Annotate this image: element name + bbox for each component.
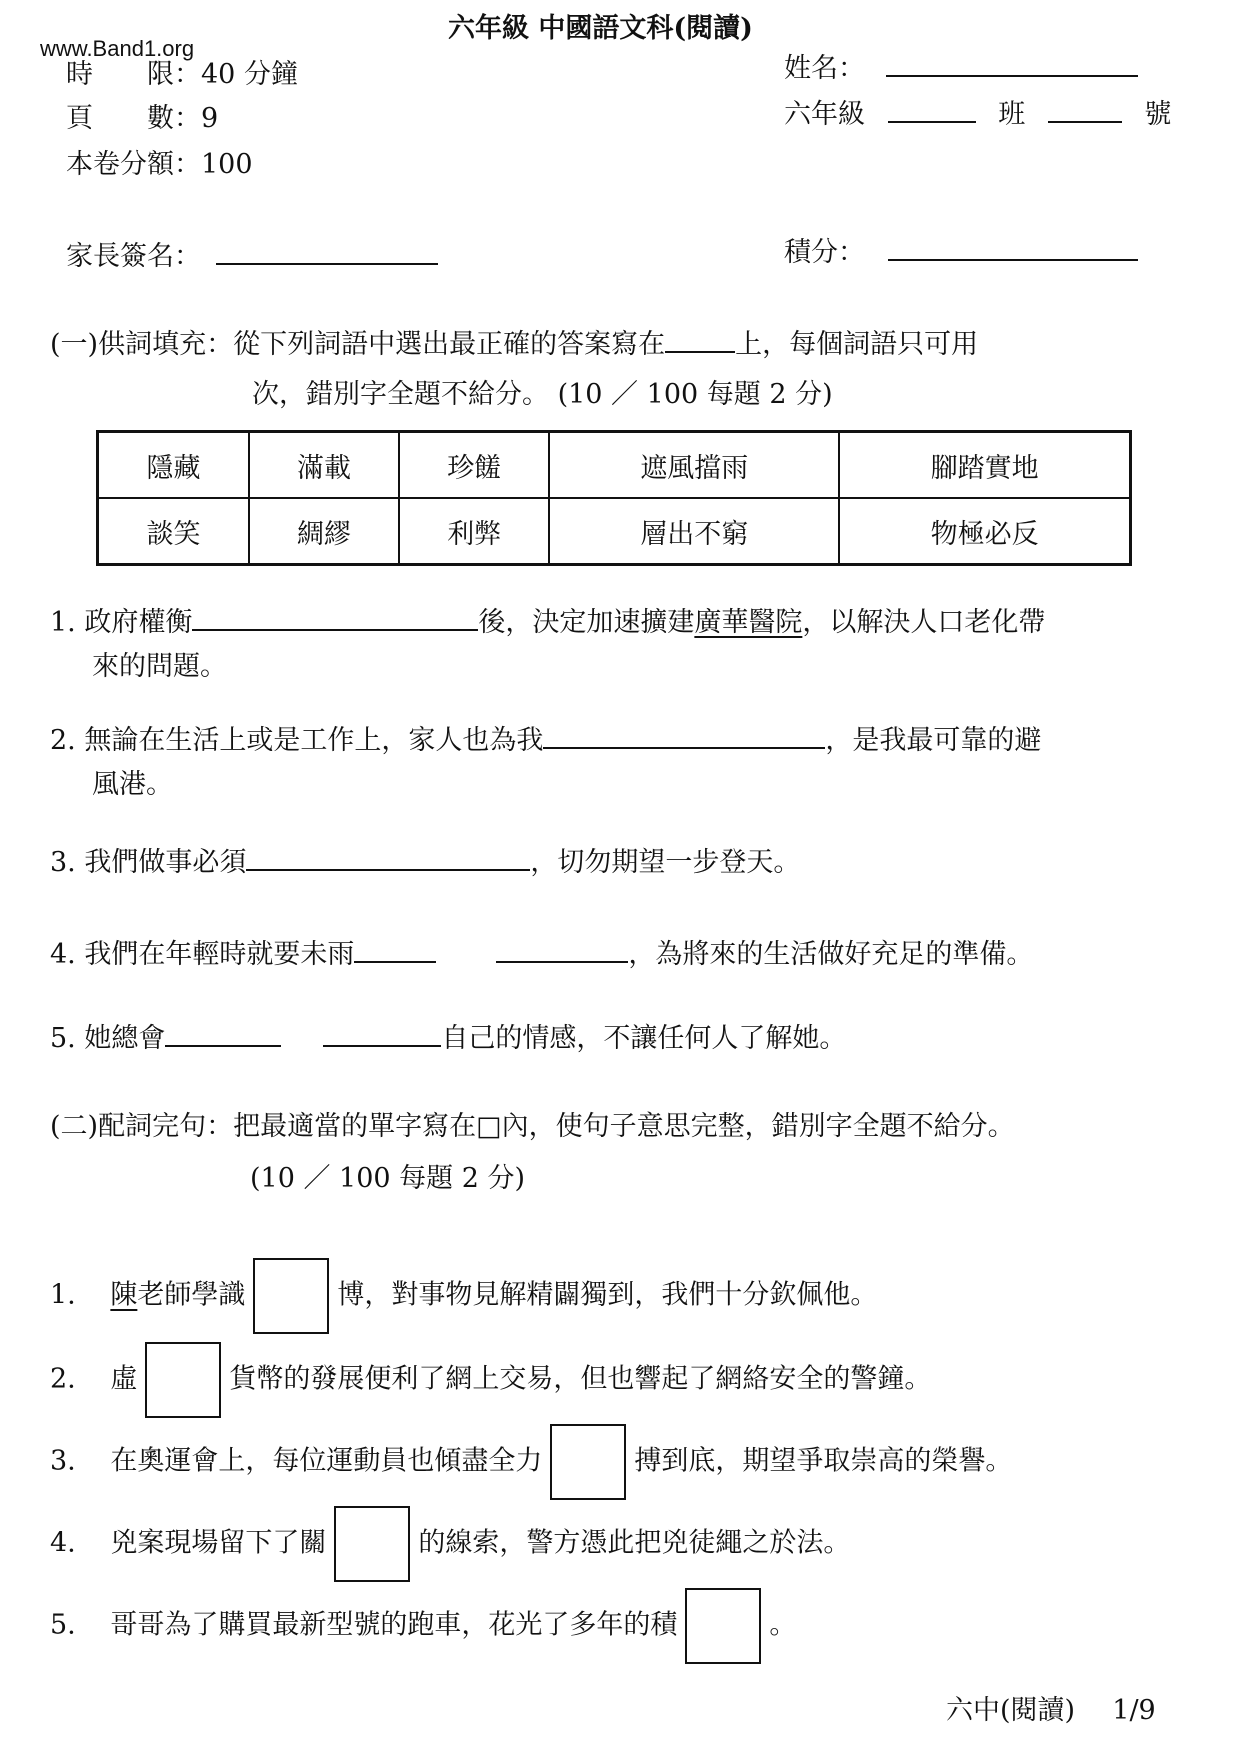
- number-suffix: 號: [1144, 99, 1172, 130]
- s1-question-1: [50, 600, 1045, 639]
- question-text: 我們在年輕時就要未雨: [84, 939, 355, 970]
- number-field[interactable]: [1048, 97, 1122, 123]
- answer-box-5[interactable]: [685, 1588, 761, 1664]
- question-number: 3.: [50, 847, 76, 878]
- watermark: www.Band1.org: [40, 36, 195, 61]
- footer-label: 六中(閱讀): [946, 1695, 1076, 1726]
- page-count: 頁 數：9: [66, 103, 219, 134]
- question-text: 在奧運會上，每位運動員也傾盡全力: [110, 1445, 543, 1477]
- word-bank-cell: 腳踏實地: [839, 432, 1130, 499]
- s2-question-4: [50, 1506, 850, 1582]
- answer-blank-3[interactable]: [246, 845, 530, 871]
- section1-instruction: [50, 322, 978, 361]
- section2-instruction: (二)配詞完句：把最適當的單字寫在□內，使句子意思完整，錯別字全題不給分。: [50, 1111, 1015, 1142]
- question-number: 4.: [50, 1527, 76, 1559]
- parent-sign-label: 家長簽名：: [66, 241, 201, 272]
- question-number: 2.: [50, 725, 76, 756]
- s1-question-5: [50, 1016, 846, 1055]
- question-text: 我們做事必須: [84, 847, 247, 878]
- word-bank-cell: 談笑: [98, 498, 249, 565]
- question-number: 1.: [50, 607, 76, 638]
- s2-question-5: [50, 1588, 796, 1664]
- section2-instruction-line2: (10 ／ 100 每題 2 分): [250, 1163, 526, 1194]
- question-text: ，為將來的生活做好充足的準備。: [628, 939, 1034, 970]
- s1-question-4: [50, 932, 1033, 971]
- question-text: 貨幣的發展便利了網上交易，但也響起了網絡安全的警鐘。: [229, 1363, 932, 1395]
- s2-question-3: [50, 1424, 1012, 1500]
- name-field[interactable]: [886, 51, 1138, 77]
- question-text: 政府權衡: [84, 607, 193, 638]
- question-text: 她總會: [84, 1023, 166, 1054]
- question-text-continued: 風港。: [92, 769, 173, 800]
- page-number: 1/9: [1112, 1695, 1156, 1726]
- question-text-continued: 來的問題。: [92, 651, 227, 682]
- proper-noun-underlined: 廣華醫院: [694, 607, 803, 638]
- answer-box-1[interactable]: [253, 1258, 329, 1334]
- word-bank-cell: 層出不窮: [549, 498, 839, 565]
- answer-blank-2[interactable]: [543, 723, 825, 749]
- question-text: 的線索，警方憑此把兇徒繩之於法。: [418, 1527, 851, 1559]
- parent-sign-row: [66, 234, 438, 273]
- word-bank-cell: 物極必反: [839, 498, 1130, 565]
- question-number: 2.: [50, 1363, 76, 1395]
- class-field[interactable]: [888, 97, 976, 123]
- answer-box-3[interactable]: [550, 1424, 626, 1500]
- question-text: 後，決定加速擴建: [478, 607, 695, 638]
- question-text: ，是我最可靠的避: [825, 725, 1042, 756]
- question-text: 自己的情感，不讓任何人了解她。: [441, 1023, 847, 1054]
- answer-blank-4b[interactable]: [496, 937, 628, 963]
- question-text: 虛: [110, 1363, 138, 1395]
- answer-box-2[interactable]: [145, 1342, 221, 1418]
- word-bank-cell: 利弊: [399, 498, 549, 565]
- word-bank-cell: 滿載: [249, 432, 399, 499]
- score-field[interactable]: [888, 235, 1138, 261]
- section1-instruction-line2: 次，錯別字全題不給分。 (10 ／ 100 每題 2 分): [252, 379, 833, 410]
- question-text: 無論在生活上或是工作上，家人也為我: [84, 725, 544, 756]
- question-text: 哥哥為了購買最新型號的跑車，花光了多年的積: [110, 1609, 678, 1641]
- time-limit: 時 限：40 分鐘: [66, 59, 298, 90]
- word-bank-cell: 遮風擋雨: [549, 432, 839, 499]
- question-text: 博，對事物見解精闢獨到，我們十分欽佩他。: [337, 1279, 878, 1311]
- score-row: [784, 230, 1138, 269]
- answer-blank-5b[interactable]: [323, 1021, 441, 1047]
- word-bank-table: [96, 430, 1132, 566]
- question-number: 4.: [50, 939, 76, 970]
- s1-question-3: [50, 840, 800, 879]
- word-bank-cell: 綢繆: [249, 498, 399, 565]
- question-number: 5.: [50, 1609, 76, 1641]
- question-number: 5.: [50, 1023, 76, 1054]
- class-label: 六年級: [784, 99, 865, 130]
- word-bank-row: [98, 432, 1131, 499]
- answer-blank-4a[interactable]: [354, 937, 436, 963]
- s2-question-1: [50, 1258, 877, 1334]
- word-bank-cell: 珍饈: [399, 432, 549, 499]
- question-text: 。: [769, 1609, 797, 1641]
- name-label: 姓名：: [784, 53, 865, 84]
- class-suffix: 班: [998, 99, 1026, 130]
- class-row: [784, 92, 1171, 131]
- parent-sign-field[interactable]: [216, 239, 438, 265]
- total-marks: 本卷分額：100: [66, 149, 253, 180]
- page-title: 六年級 中國語文科(閱讀): [448, 13, 753, 44]
- question-text: 兇案現場留下了關: [110, 1527, 327, 1559]
- name-row: [784, 46, 1138, 85]
- section1-instruction-part2: 上，每個詞語只可用: [735, 329, 979, 360]
- footer: [946, 1688, 1156, 1727]
- section1-instruction-part1: (一)供詞填充：從下列詞語中選出最正確的答案寫在: [50, 329, 666, 360]
- answer-box-4[interactable]: [334, 1506, 410, 1582]
- answer-blank-1[interactable]: [192, 605, 478, 631]
- score-label: 積分：: [784, 237, 865, 268]
- question-number: 3.: [50, 1445, 76, 1477]
- word-bank-row: [98, 498, 1131, 565]
- answer-blank-5a[interactable]: [165, 1021, 281, 1047]
- s2-question-2: [50, 1342, 931, 1418]
- question-number: 1.: [50, 1279, 76, 1311]
- question-text: ，以解決人口老化帶: [802, 607, 1046, 638]
- word-bank-cell: 隱藏: [98, 432, 249, 499]
- proper-noun-underlined: 陳: [110, 1279, 138, 1311]
- sample-blank: [665, 327, 735, 353]
- question-text: 老師學識: [137, 1279, 246, 1311]
- question-text: ，切勿期望一步登天。: [530, 847, 801, 878]
- question-text: 搏到底，期望爭取崇高的榮譽。: [634, 1445, 1013, 1477]
- s1-question-2: [50, 718, 1041, 757]
